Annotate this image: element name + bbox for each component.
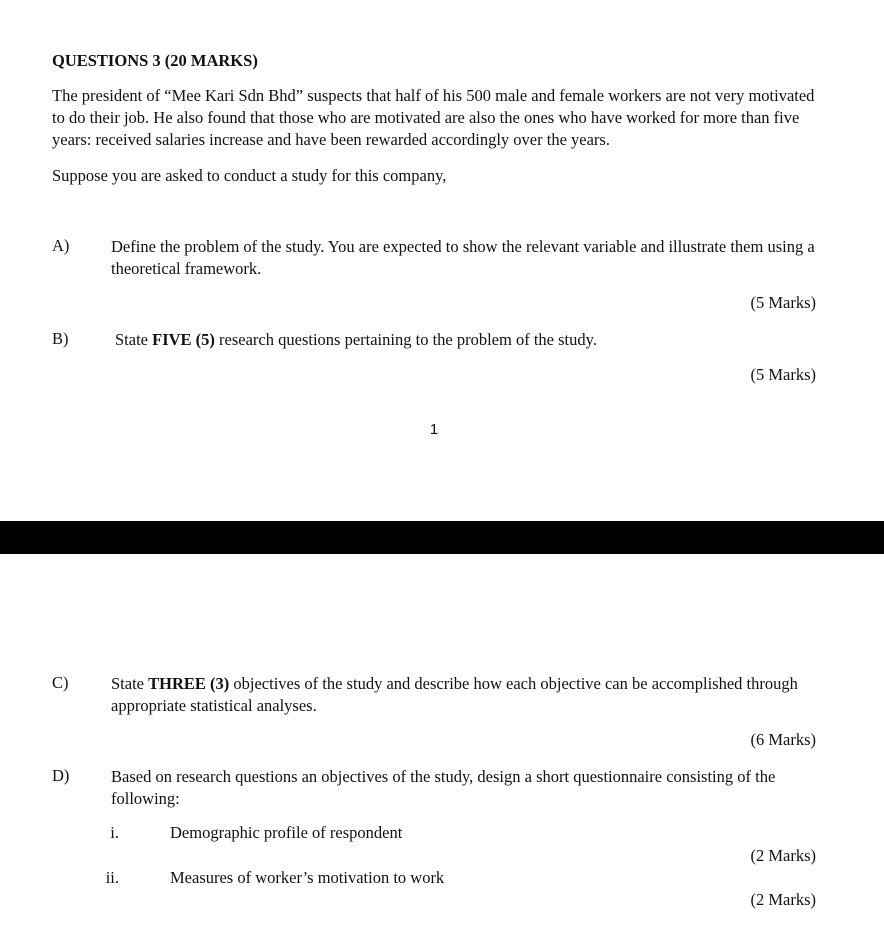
question-c-label: C) (52, 673, 69, 692)
question-b-label: B) (52, 329, 69, 348)
question-heading: QUESTIONS 3 (20 MARKS) (52, 51, 258, 70)
question-c-marks: (6 Marks) (750, 730, 816, 749)
sub-item-i-text: Demographic profile of respondent (170, 823, 403, 842)
question-a-marks: (5 Marks) (750, 293, 816, 312)
question-b-text-post: research questions pertaining to the problem of the study. (214, 330, 597, 349)
question-c-text-pre: State (111, 674, 149, 693)
intro-paragraph: The president of “Mee Kari Sdn Bhd” suspects that half of his 500 male and female workers are not very motivated to do their job. He also found that those who are motivated are also the ones who have worked for more than five years: received salaries increase and have been rewarded accordingly over the years. (52, 86, 815, 149)
question-a-text: Define the problem of the study. You are expected to show the relevant variable and illustrate them using a theoretical framework. (111, 237, 815, 278)
page-break-bar (0, 521, 884, 554)
page-number: 1 (429, 421, 439, 438)
question-c-text (111, 673, 821, 717)
sub-item-ii-text: Measures of worker’s motivation to work (170, 868, 445, 887)
sub-item-i-marks: (2 Marks) (750, 846, 816, 865)
sub-item-i-number: i. (110, 823, 119, 842)
question-c-emphasis: THREE (3) (148, 674, 230, 693)
question-b-marks: (5 Marks) (750, 365, 816, 384)
question-b-text-pre: State (115, 330, 153, 349)
question-d-text: Based on research questions an objectives of the study, design a short questionnaire consisting of the following: (111, 767, 776, 808)
question-b-emphasis: FIVE (5) (152, 330, 215, 349)
sub-item-ii-number: ii. (105, 868, 119, 887)
question-b-text (115, 329, 825, 351)
question-a-label: A) (52, 236, 70, 255)
question-c-text-post: objectives of the study and describe how each objective can be accomplished through appropriate statistical analyses. (111, 674, 798, 715)
question-d-label: D) (52, 766, 70, 785)
suppose-paragraph: Suppose you are asked to conduct a study for this company, (52, 166, 447, 185)
sub-item-ii-marks: (2 Marks) (750, 890, 816, 909)
